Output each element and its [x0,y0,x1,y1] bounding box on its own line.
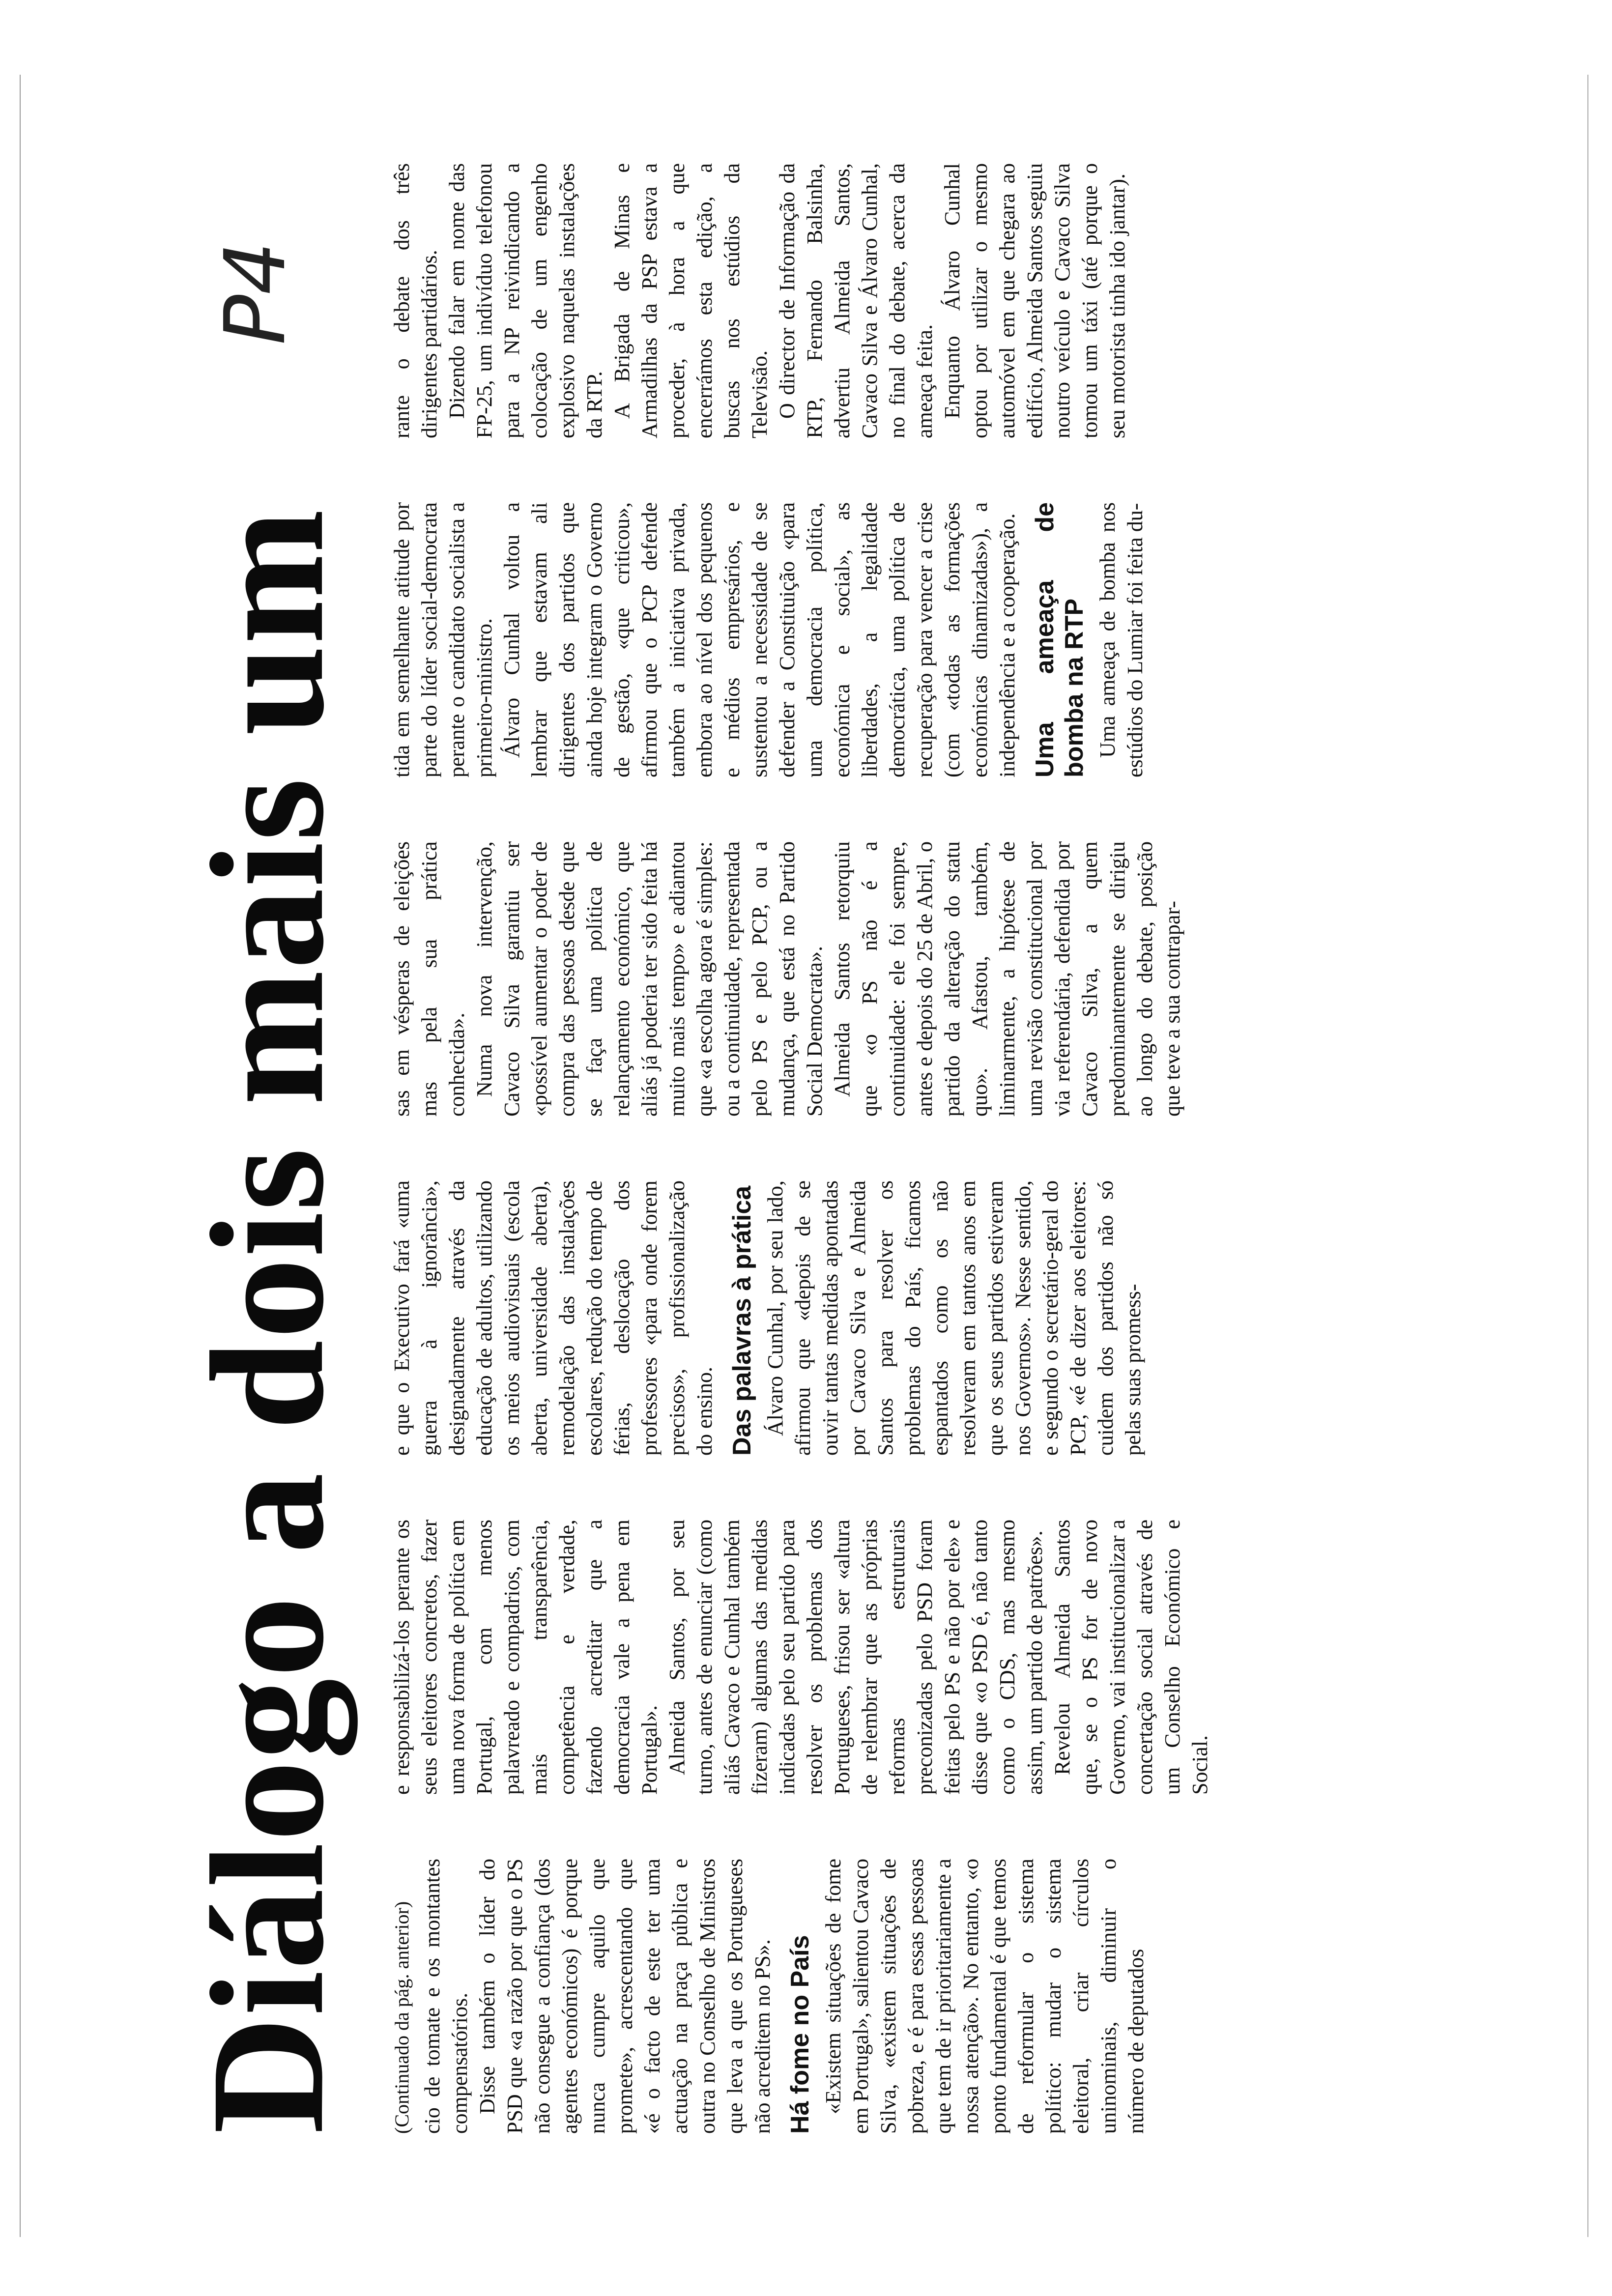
subheading: Das palavras à prática [728,1185,756,1456]
column-5 [388,502,1204,777]
subheading: Uma ameaça de bomba na RTP [1031,502,1089,777]
paragraph: rante o debate dos três dirigentes partidários. [390,163,441,438]
column-6 [388,163,1204,438]
paragraph: cio de tomate e os montantes compensatórios. [420,1859,472,2134]
paragraph: Almeida Santos retorquiu que «o PS não é a continuidade: ele foi sempre, antes e depois do 25 de Abril, o partido da alteração do statu quo». Afastou, também, liminarmente, a hipótese de uma revisão constitucional por via referendária, defendida por Cavaco Silva, a quem predominantemente se dirigiu ao longo do debate, posição que teve a sua contrapar- [830,841,1184,1117]
paragraph: «Existem situações de fome em Portugal», salientou Cavaco Silva, «existem situações de pobreza, e é para essas pessoas que tem de ir prioritariamente a nossa atenção». No entanto, «o ponto fundamental é que temos de reformular o sistema político: mudar o sistema eleitoral, criar círculos uninominais, diminuir o número de deputados [821,1859,1148,2134]
handwritten-note: P4 [207,241,304,345]
paragraph: Álvaro Cunhal voltou a lembrar que estavam ali dirigentes dos partidos que ainda hoje integram o Governo de gestão, «que criticou», afirmou que o PCP defende também a iniciativa privada, embora ao nível dos pequenos e médios empresários, e sustentou a necessidade de se defender a Constituição «para uma democracia política, económica e social», as liberdades, a legalidade democrática, uma política de recuperação para vencer a crise (com «todas as formações económicas dinamizadas»), a independência e a cooperação. [500,502,1019,777]
paragraph: A Brigada de Minas e Armadilhas da PSP estava a proceder, à hora a que encerrámos esta edição, a buscas nos estúdios da Televisão. [610,163,772,438]
paragraph: e que o Executivo fará «uma guerra à ignorância», designadamente através da educação de adultos, utilizando os meios audiovisuais (escola aberta, universidade aberta), remodelação das instalações escolares, redução do tempo de férias, deslocação dos professores «para onde forem precisos», profissionalização do ensino. [390,1180,717,1456]
paragraph: Revelou Almeida Santos que, se o PS for de novo Governo, vai institucionalizar a concertação social através de um Conselho Económico e Social. [1050,1520,1212,1795]
paragraph: Enquanto Álvaro Cunhal optou por utilizar o mesmo automóvel em que chegara ao edifício, Almeida Santos seguiu noutro veículo e Cavaco Silva tomou um táxi (até porque o seu motorista tinha ido jantar). [940,163,1129,438]
paragraph: Uma ameaça de bomba nos estúdios do Lumiar foi feita du- [1095,502,1147,777]
newspaper-clipping [162,109,1212,2134]
subheading: Há fome no País [786,1935,814,2134]
paragraph: sas em vésperas de eleições mas pela sua prática conhecida». [390,841,469,1117]
column-2 [388,1520,1212,1795]
column-3 [388,1180,1204,1456]
paragraph: O director de Informação da RTP, Fernando Balsinha, advertiu Almeida Santos, Cavaco Silva e Álvaro Cunhal, no final do debate, acerca da ameaça feita. [775,163,937,438]
column-1 [388,1859,1204,2134]
continuation-note: (Continuado da pág. anterior) [391,1901,413,2134]
paragraph: Numa nova intervenção, Cavaco Silva garantiu ser «possível aumentar o poder de compra das pessoas desde que se faça uma política de relançamento económico, que aliás já poderia ter sido feita há muito mais tempo» e adiantou que «a escolha agora é simples: ou a continuidade, representada pelo PS e pelo PCP, ou a mudança, que está no Partido Social Democrata». [472,841,827,1117]
article-columns [388,109,1212,2134]
scan-artifact-line [1587,75,1588,2237]
scan-artifact-line [20,75,21,2237]
paragraph: Almeida Santos, por seu turno, antes de enunciar (como aliás Cavaco e Cunhal também fizeram) algumas das medidas indicadas pelo seu partido para resolver os problemas dos Portugueses, frisou ser «altura de relembrar que as próprias reformas estruturais preconizadas pelo PSD foram feitas pelo PS e não por ele» e disse que «o PSD é, não tanto como o CDS, mas mesmo assim, um partido de patrões». [665,1520,1047,1795]
column-4 [388,841,1204,1117]
paragraph: Disse também o líder do PSD que «a razão por que o PS não consegue a confiança (dos agentes económicos) é porque nunca cumpre aquilo que promete», acrescentando que «é o facto de este ter uma actuação na praça pública e outra no Conselho de Ministros que leva a que os Portugueses não acreditem no PS». [475,1859,775,2134]
paragraph: tida em semelhante atitude por parte do líder social-democrata perante o candidato socialista a primeiro-ministro. [390,502,496,777]
paragraph: Álvaro Cunhal, por seu lado, afirmou que «depois de se ouvir tantas medidas apontadas por Cavaco Silva e Almeida Santos para resolver os problemas do País, ficamos espantados como os não resolveram em tantos anos em que os seus partidos estiveram nos Governos». Nesse sentido, e segundo o secretário-geral do PCP, «é de dizer aos eleitores: cuidem dos partidos não só pelas suas promess- [763,1180,1145,1456]
headline: Diálogo a dois mais um [178,508,357,2134]
paragraph: e responsabilizá-los perante os seus eleitores concretos, fazer uma nova forma de política em Portugal, com menos palavreado e compadrios, com mais transparência, competência e verdade, fazendo acreditar que a democracia vale a pena em Portugal». [390,1520,662,1795]
paragraph: Dizendo falar em nome das FP-25, um indivíduo telefonou para a NP reivindicando a colocação de um engenho explosivo naquelas instalações da RTP. [445,163,606,438]
